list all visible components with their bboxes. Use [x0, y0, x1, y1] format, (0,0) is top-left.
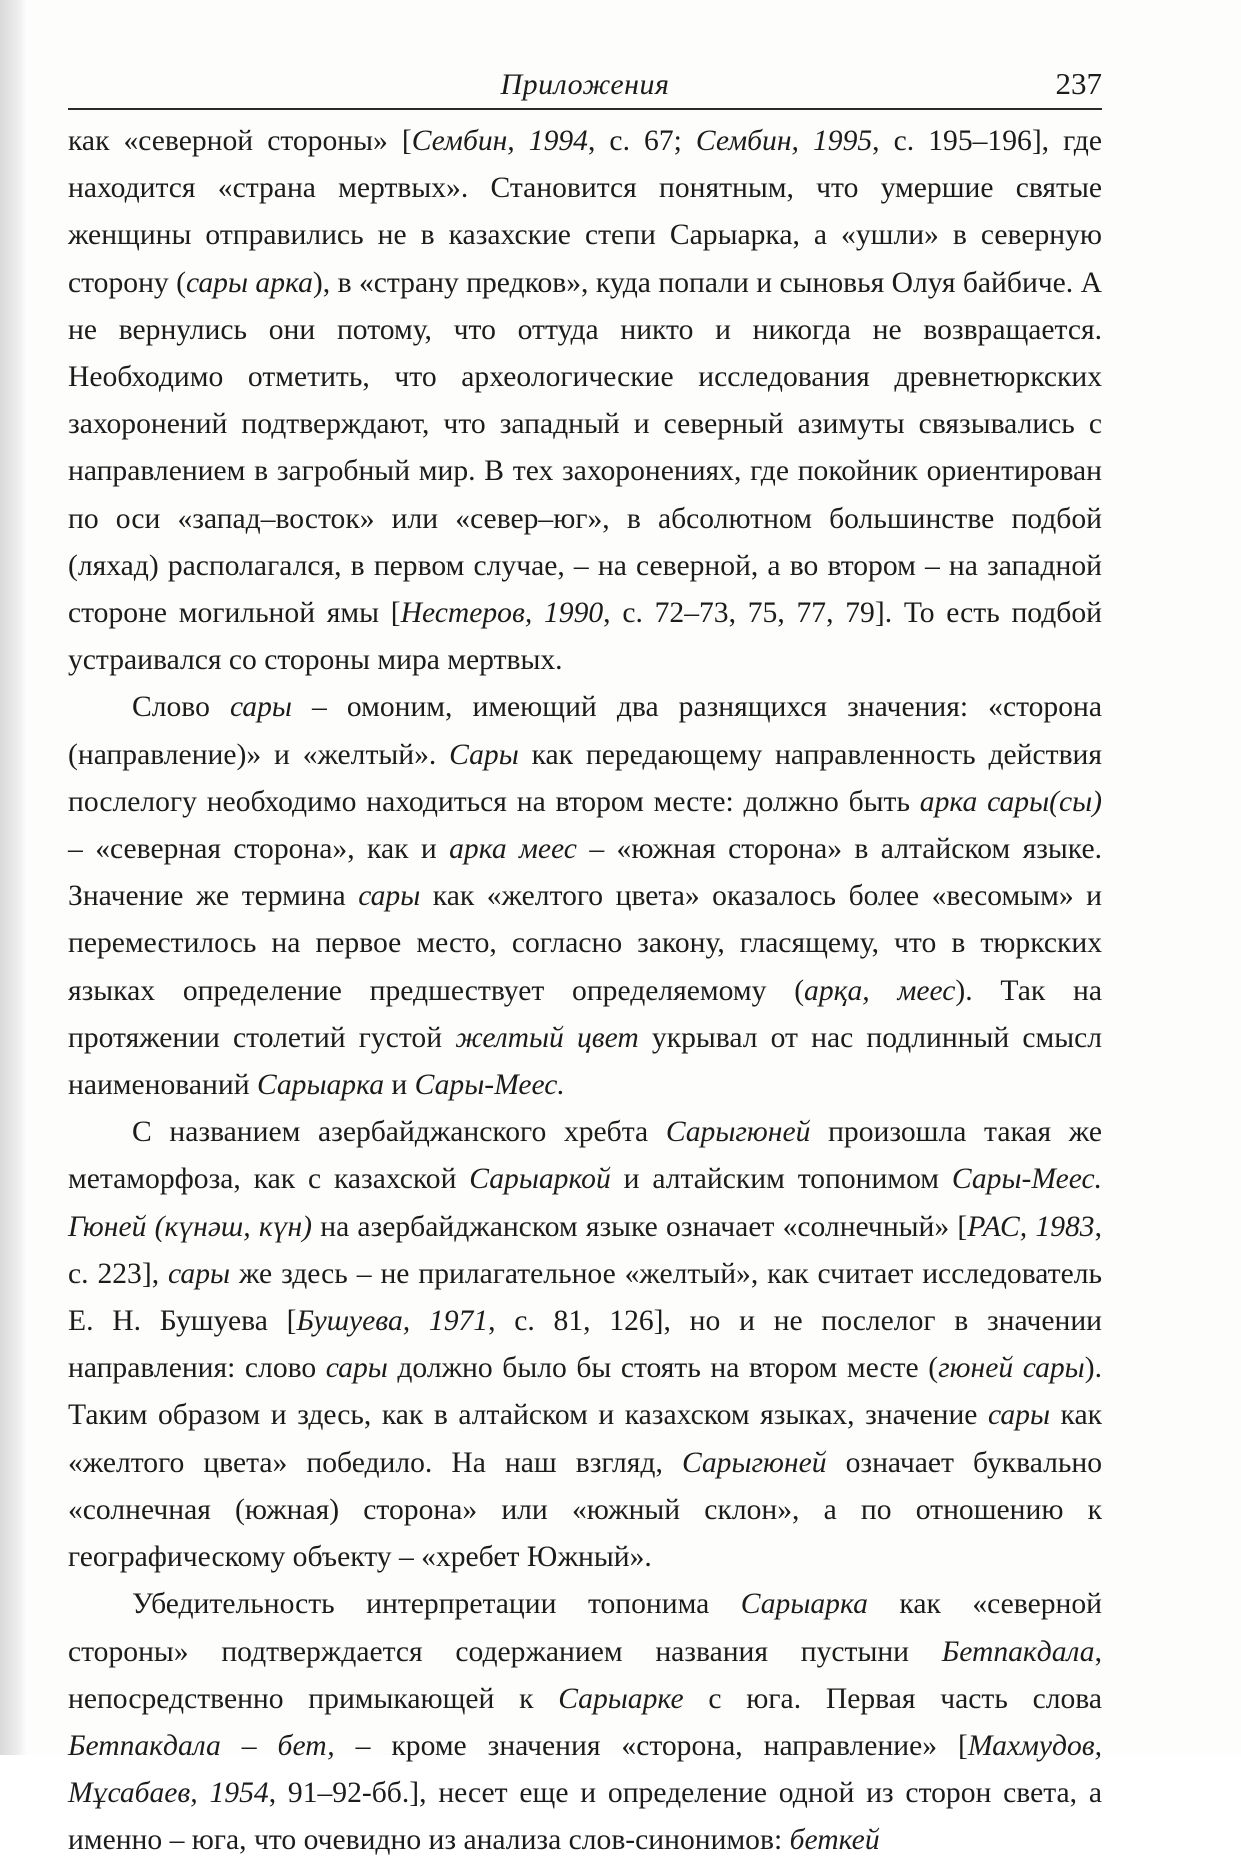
text-run: произошла такая же метаморфоза, как с казахской [68, 1116, 1102, 1196]
italic-term: сары [229, 691, 292, 724]
text-run: – «северная сторона», как и [68, 833, 450, 866]
italic-term: сары [358, 880, 421, 913]
text-run: , с. 67; [587, 125, 696, 157]
page-header [68, 62, 1102, 110]
italic-term: Сары [449, 738, 519, 771]
text-run: ). Таким образом и здесь, как в алтайском и казахском языках, значение [68, 1352, 1102, 1432]
paragraph-3 [68, 1109, 1102, 1581]
text-run: ). Так на протяжении столетий густой [68, 974, 1102, 1054]
italic-term: Сарыгюней [681, 1446, 827, 1479]
italic-term: арқа, меес [804, 974, 956, 1007]
italic-term: РАС, 1983 [967, 1210, 1095, 1243]
text-run: , с. 81, 126], но и не послелог в значении направления: слово [68, 1305, 1102, 1385]
italic-term: Сарыаркой [469, 1163, 611, 1196]
page-binding-shadow [0, 0, 28, 1755]
running-title: Приложения [500, 68, 670, 101]
italic-term: арка сары(сы) [919, 785, 1102, 818]
text-run: , с. 223], [68, 1210, 1102, 1290]
text-run: , непосредственно примыкающей к [68, 1635, 1102, 1715]
italic-term: Сарыарке [558, 1682, 684, 1715]
italic-term: Сарыарка [256, 1069, 385, 1102]
text-run: же здесь – не прилагательное «желтый», как считает исследователь Е. Н. Бушуева [ [68, 1257, 1102, 1338]
italic-term: арка меес [449, 833, 577, 866]
text-run: Убедительность интерпретации топонима [132, 1588, 741, 1621]
page-number: 237 [1055, 66, 1102, 101]
italic-term: Сары-Меес. [414, 1069, 565, 1102]
italic-term: Махмудов, Мұсабаев, 1954 [68, 1729, 1102, 1810]
text-run: как «северной стороны» [ [68, 125, 412, 157]
paragraph-2 [68, 684, 1102, 1109]
text-run: , 91–92-бб.], несет еще и определение одной из сторон света, а именно – юга, что очевидно из анализа слов-синонимов: [68, 1777, 1102, 1857]
text-run: Слово [132, 691, 230, 724]
italic-term: сары [987, 1399, 1050, 1432]
header-rule [68, 108, 1102, 110]
paragraph-1 [68, 118, 1102, 684]
text-run: С названием азербайджанского хребта [132, 1116, 666, 1149]
body-text [68, 118, 1102, 1865]
italic-term: Бетпакдала – бет, [68, 1729, 335, 1762]
italic-term: сары [168, 1257, 231, 1290]
text-run: как «желтого цвета» победило. На наш взгляд, [68, 1399, 1103, 1479]
text-run: – «южная сторона» в алтайском языке. Значение же термина [68, 833, 1102, 913]
italic-term: Бетпакдала [941, 1635, 1095, 1668]
italic-term: гюней сары [938, 1352, 1085, 1385]
text-run: как передающему направленность действия послелогу необходимо находиться на втором месте: должно быть [68, 738, 1102, 818]
paragraph-4 [68, 1581, 1102, 1864]
italic-term: Бушуева, 1971 [296, 1305, 489, 1338]
italic-term: Сарыарка [740, 1588, 868, 1621]
italic-term: Сембин, 1995 [695, 125, 873, 157]
italic-term: сары [325, 1352, 388, 1385]
text-run: ), в «страну предков», куда попали и сыновья Олуя байбиче. А не вернулись они потому, что оттуда никто и никогда не возвращается. Необходимо отметить, что археологические исследования древнетюркских захоронений подтверждают, что западный и северный азимуты связывались с направлением в загробный мир. В тех захоронениях, где покойник ориентирован по оси «запад–восток» или «север–юг», в абсолютном большинстве подбой (ляхад) располагался, в первом случае, – на северной, а во втором – на западной стороне могильной ямы [ [68, 266, 1102, 630]
italic-term: Сарыгюней [665, 1116, 811, 1149]
italic-term: сары арка [185, 266, 313, 299]
text-run: как «желтого цвета» оказалось более «весомым» и переместилось на первое место, согласно закону, гласящему, что в тюркских языках определение предшествует определяемому ( [68, 880, 1102, 1007]
text-run: , с. 72–73, 75, 77, 79]. То есть подбой устраивался со стороны мира мертвых. [68, 597, 1102, 677]
text-run: – кроме значения «сторона, направление» [ [334, 1729, 968, 1762]
text-run: и алтайским топонимом [610, 1163, 952, 1196]
text-run: на азербайджанском языке означает «солнечный» [ [312, 1210, 968, 1243]
text-run: – омоним, имеющий два разнящихся значения: «сторона (направление)» и «желтый». [68, 691, 1102, 771]
text-run: должно было бы стоять на втором месте ( [387, 1352, 939, 1385]
italic-term: Сары-Меес. Гюней (күнәш, күн) [68, 1163, 1102, 1243]
text-run: , с. 195–196], где находится «страна мертвых». Становится понятным, что умершие святые женщины отправились не в казахские степи Сарыарка, а «ушли» в северную сторону ( [68, 125, 1102, 299]
text-run: с юга. Первая часть слова [683, 1682, 1103, 1715]
italic-term: беткей [789, 1824, 880, 1857]
text-run: означает буквально «солнечная (южная) сторона» или «южный склон», а по отношению к географическому объекту – «хребет Южный». [68, 1446, 1102, 1574]
italic-term: желтый цвет [455, 1021, 639, 1054]
text-run: укрывал от нас подлинный смысл наименований [68, 1021, 1103, 1102]
text-run: и [384, 1069, 415, 1102]
italic-term: Нестеров, 1990 [400, 597, 604, 630]
italic-term: Сембин, 1994 [411, 125, 588, 157]
text-run: как «северной стороны» подтверждается содержанием названия пустыни [68, 1588, 1102, 1668]
